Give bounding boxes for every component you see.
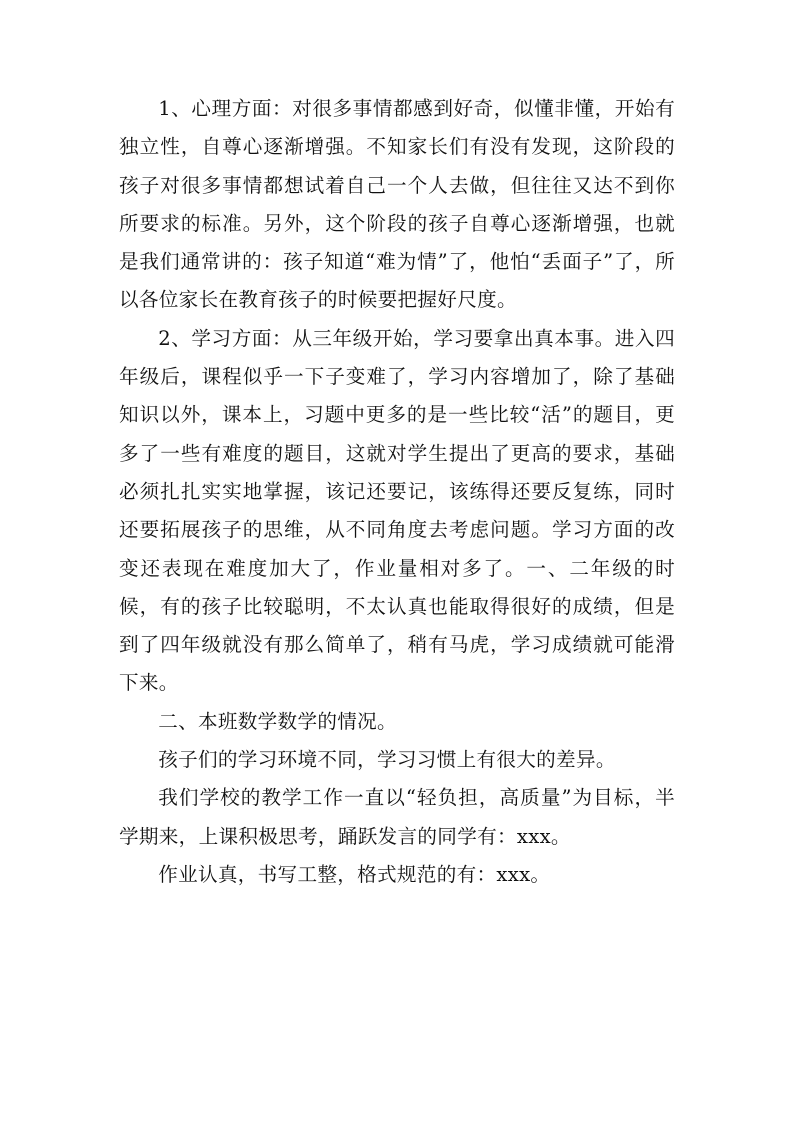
- section-heading-class-math: 二、本班数学数学的情况。: [158, 709, 397, 733]
- paragraph-homework-students: 作业认真，书写工整，格式规范的有：xxx。: [158, 862, 551, 886]
- document-body: [119, 90, 675, 894]
- paragraph-psychology: 1、心理方面：对很多事情都感到好奇，似懂非懂，开始有独立性，自尊心逐渐增强。不知家长们有没有发现，这阶段的孩子对很多事情都想试着自己一个人去做，但往往又达不到你所要求的标准。另外，这个阶段的孩子自尊心逐渐增强，也就是我们通常讲的：孩子知道“难为情”了，他怕“丢面子”了，所以各位家长在教育孩子的时候要把握好尺度。: [119, 97, 675, 312]
- paragraph-study: 2、学习方面：从三年级开始，学习要拿出真本事。进入四年级后，课程似乎一下子变难了，学习内容增加了，除了基础知识以外，课本上，习题中更多的是一些比较“活”的题目，更多了一些有难度的题目，这就对学生提出了更高的要求，基础必须扎扎实实地掌握，该记还要记，该练得还要反复练，同时还要拓展孩子的思维，从不同角度去考虑问题。学习方面的改变还表现在难度加大了，作业量相对多了。一、二年级的时候，有的孩子比较聪明，不太认真也能取得很好的成绩，但是到了四年级就没有那么简单了，稍有马虎，学习成绩就可能滑下来。: [119, 326, 675, 695]
- paragraph-active-students: 我们学校的教学工作一直以“轻负担，高质量”为目标，半学期来，上课积极思考，踊跃发言的同学有：xxx。: [119, 786, 675, 848]
- paragraph-learning-environment: 孩子们的学习环境不同，学习习惯上有很大的差异。: [158, 748, 616, 772]
